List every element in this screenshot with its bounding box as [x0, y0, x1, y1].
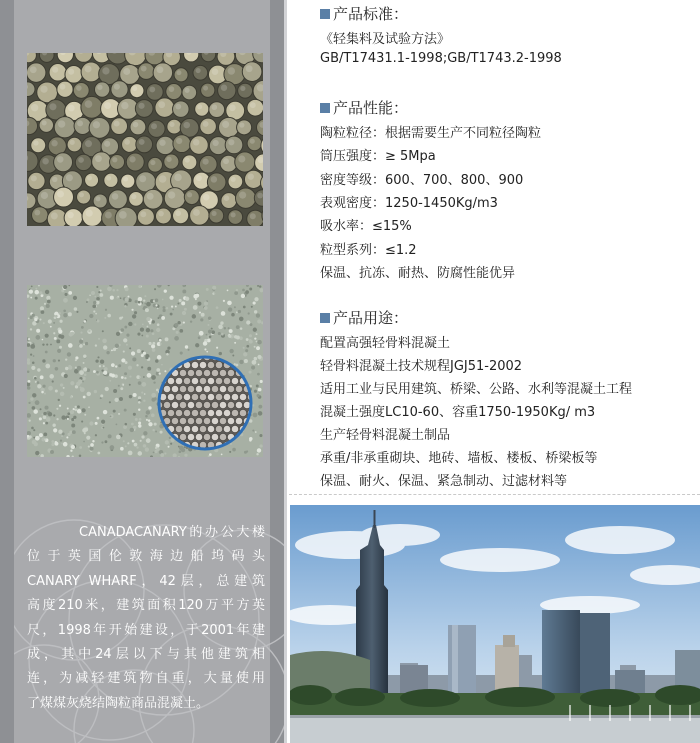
- usage-line: 混凝土强度LC10-60、容重1750-1950Kg/ m3: [320, 405, 596, 420]
- usage-line: 保温、耐火、保温、紧急制动、过滤材料等: [320, 474, 568, 489]
- standard-line: GB/T17431.1-1998;GB/T1743.2-1998: [320, 51, 562, 66]
- performance-line: 吸水率：≤15%: [320, 219, 412, 234]
- performance-heading-text: 产品性能：: [333, 99, 409, 117]
- city-skyline-photo: [290, 505, 700, 743]
- performance-line: 粒型系列：≤1.2: [320, 243, 417, 258]
- description-line: 了煤煤灰烧结陶粒商品混凝土。: [27, 695, 210, 711]
- usage-heading: [320, 307, 408, 328]
- description-line: CANARY WHARF，42层，总建筑: [27, 573, 265, 589]
- performance-heading: [320, 97, 408, 118]
- usage-line: 轻骨料混凝土技术规程JGJ51-2002: [320, 359, 523, 374]
- usage-line: 适用工业与民用建筑、桥梁、公路、水利等混凝土工程: [320, 382, 633, 397]
- usage-line: 生产轻骨料混凝土制品: [320, 428, 451, 443]
- ceramsite-pellets-photo: [27, 53, 263, 226]
- standard-line: 《轻集料及试验方法》: [320, 32, 451, 47]
- square-bullet-icon: [320, 313, 330, 323]
- description-line: CANADACANARY的办公大楼: [79, 525, 265, 540]
- performance-line: 筒压强度：≥ 5Mpa: [320, 149, 436, 164]
- description-line: 尺，1998年开始建设，于2001年建: [27, 622, 265, 638]
- square-bullet-icon: [320, 103, 330, 113]
- performance-line: 密度等级：600、700、800、900: [320, 173, 524, 188]
- usage-line: 承重/非承重砌块、地砖、墙板、楼板、桥梁板等: [320, 451, 598, 466]
- section-divider: [289, 494, 700, 495]
- left-panel-stripe: [0, 0, 14, 743]
- usage-line: 配置高强轻骨料混凝土: [320, 336, 451, 351]
- ceramsite-granules-photo: [27, 285, 263, 457]
- left-panel: [0, 0, 287, 743]
- performance-line: 陶粒粒径：根据需要生产不同粒径陶粒: [320, 126, 542, 141]
- building-description: [27, 521, 265, 716]
- performance-line: 表观密度：1250-1450Kg/m3: [320, 196, 498, 211]
- description-line: 连，为减轻建筑物自重，大量使用: [27, 671, 265, 687]
- usage-heading-text: 产品用途：: [333, 309, 409, 327]
- standard-heading: [320, 3, 408, 24]
- standard-heading-text: 产品标准：: [333, 5, 409, 23]
- description-line: 成，其中24层以下与其他建筑相: [27, 647, 265, 663]
- description-line: 高度210米，建筑面积120万平方英: [27, 598, 265, 614]
- description-line: 位于英国伦敦海边船坞码头: [27, 549, 265, 565]
- square-bullet-icon: [320, 9, 330, 19]
- performance-line: 保温、抗冻、耐热、防腐性能优异: [320, 266, 516, 281]
